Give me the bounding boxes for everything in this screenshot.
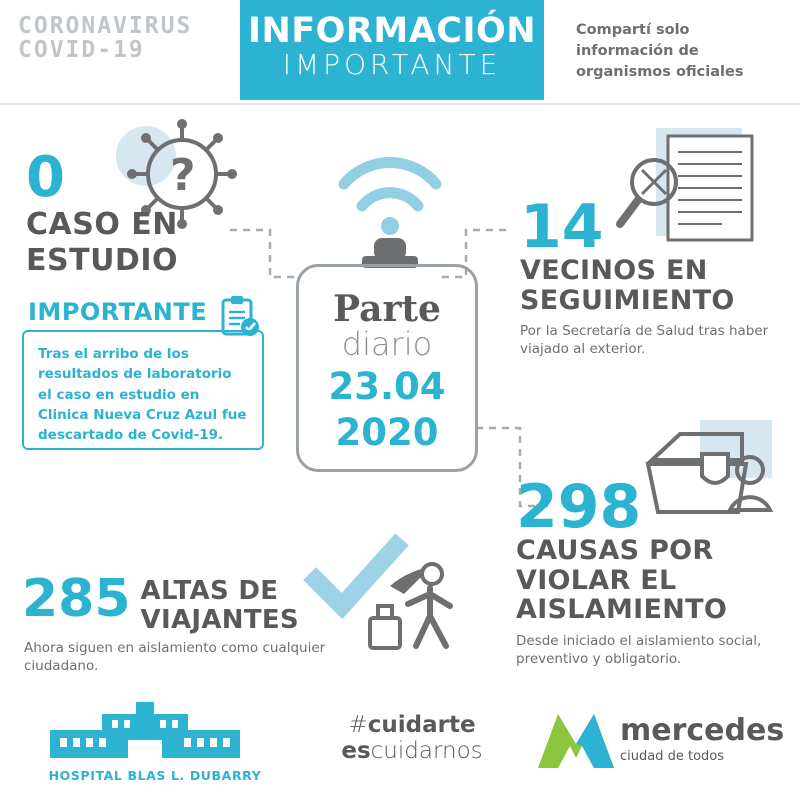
header	[0, 0, 800, 104]
card-date-year: 2020	[335, 410, 439, 454]
altas-label-line1: ALTAS DE	[140, 576, 279, 606]
mercedes-text-block	[620, 713, 785, 764]
wifi-signal-icon	[338, 138, 442, 266]
hashtag-symbol: #	[348, 712, 368, 738]
causas-label-line1: CAUSAS POR	[516, 535, 714, 567]
header-informacion-title: INFORMACIÓN	[247, 11, 537, 51]
vecinos-label-line2: SEGUIMIENTO	[520, 284, 735, 316]
hashtag-line-2	[332, 738, 492, 764]
footer	[0, 690, 800, 800]
block-causas-aislamiento	[516, 472, 782, 668]
altas-subtext: Ahora siguen en aislamiento como cualquier ciudadano.	[24, 640, 326, 675]
card-date-day: 23.04	[328, 365, 446, 409]
header-title-panel	[240, 0, 544, 100]
altas-label-line2: VIAJANTES	[140, 604, 299, 635]
altas-number: 285	[22, 569, 131, 629]
hashtag-line-1	[332, 712, 492, 738]
header-importante-title: IMPORTANTE	[282, 48, 502, 81]
mercedes-m-icon	[536, 710, 616, 772]
header-divider	[0, 103, 800, 105]
card-diario-label: diario	[341, 325, 433, 363]
mercedes-brand-sub: ciudad de todos	[620, 749, 725, 764]
causas-subtext: Desde iniciado el aislamiento social, preventivo y obligatorio.	[516, 632, 762, 667]
hashtag-cuidarnos: cuidarnos	[370, 738, 483, 765]
block-casos-en-estudio	[26, 145, 256, 279]
parte-diario-card	[296, 264, 478, 472]
hospital-logo-block	[40, 700, 270, 783]
block-vecinos-seguimiento	[520, 192, 780, 359]
header-coronavirus-text: CORONAVIRUS	[18, 13, 193, 39]
mercedes-brand-name: mercedes	[620, 713, 785, 748]
hospital-name: HOSPITAL BLAS L. DUBARRY	[48, 768, 262, 783]
header-official-note: Compartí solo información de organismos oficiales	[576, 22, 744, 81]
casos-number: 0	[26, 145, 65, 210]
importante-text: Tras el arribo de los resultados de laboratorio el caso en estudio en Clinica Nueva Cruz Azul fue descartado de Covid-19.	[38, 346, 247, 443]
causas-label-line2: VIOLAR EL	[516, 564, 677, 596]
causas-label-line3: AISLAMIENTO	[516, 594, 728, 626]
causas-number: 298	[516, 472, 642, 542]
vecinos-subtext: Por la Secretaría de Salud tras haber viajado al exterior.	[520, 323, 769, 358]
card-parte-label: Parte	[333, 288, 441, 330]
header-covid-text: COVID-19	[18, 37, 145, 64]
hashtag-block	[332, 712, 492, 765]
importante-heading: IMPORTANTE	[28, 298, 208, 326]
block-altas-viajantes	[22, 569, 352, 675]
svg-text:?: ?	[170, 150, 196, 201]
casos-label-line2: ESTUDIO	[26, 243, 178, 279]
hospital-building-icon	[40, 700, 250, 762]
hashtag-cuidarte: cuidarte	[367, 712, 476, 738]
vecinos-label-line1: VECINOS EN	[520, 255, 708, 287]
header-left-logo	[18, 14, 238, 63]
casos-label-line1: CASO EN	[26, 206, 178, 242]
importante-textbox	[22, 330, 264, 450]
hashtag-es: es	[341, 738, 371, 765]
vecinos-number: 14	[520, 192, 604, 262]
